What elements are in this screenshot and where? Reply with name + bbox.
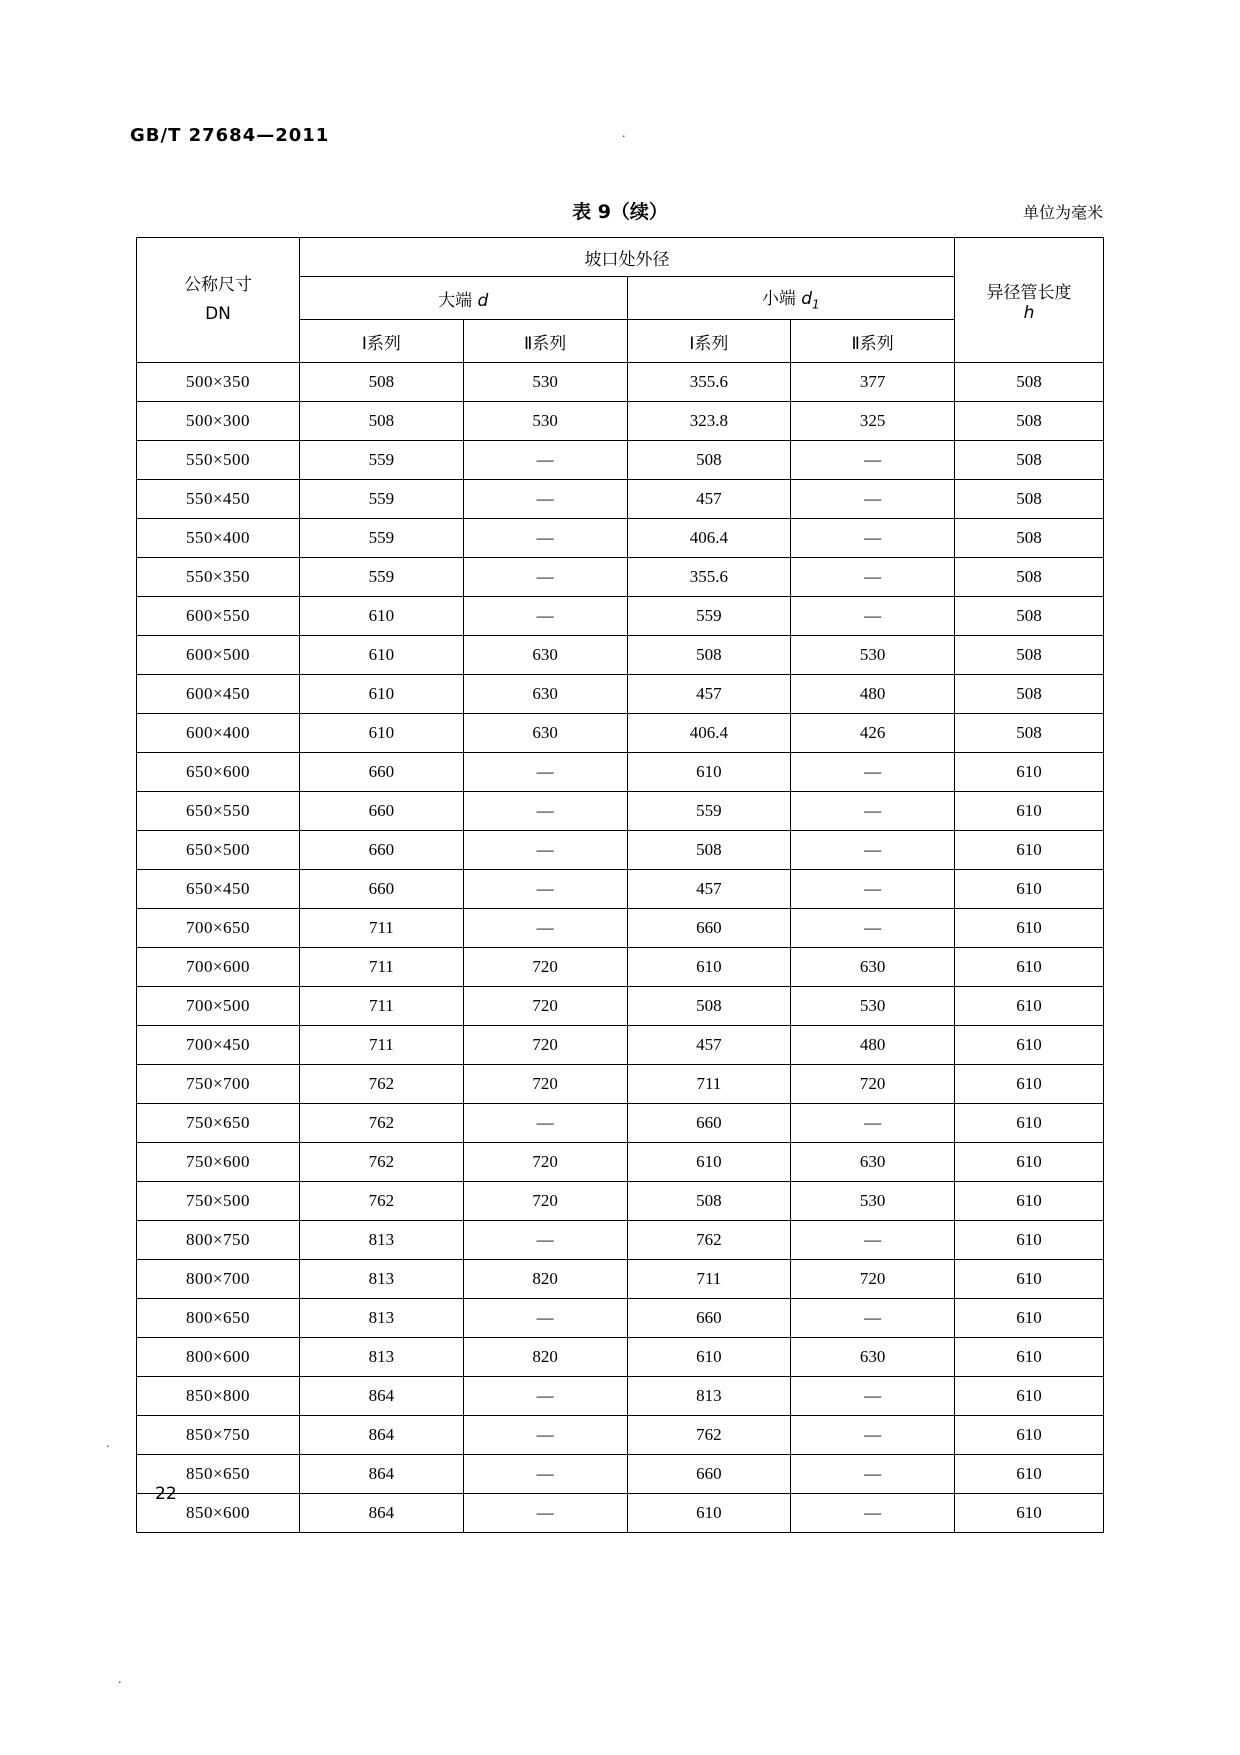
cell-nominal-size: 850×650	[137, 1455, 300, 1494]
table-row	[137, 909, 1104, 948]
cell-reducer-length: 610	[955, 1065, 1104, 1104]
cell-small-series-1: 711	[627, 1260, 791, 1299]
table-row	[137, 1065, 1104, 1104]
print-mark-bottom: .	[118, 1672, 122, 1687]
cell-reducer-length: 508	[955, 597, 1104, 636]
table-row	[137, 402, 1104, 441]
cell-reducer-length: 610	[955, 753, 1104, 792]
cell-large-series-1: 711	[300, 909, 464, 948]
cell-large-series-1: 762	[300, 1065, 464, 1104]
cell-small-series-1: 406.4	[627, 519, 791, 558]
cell-large-series-2: —	[463, 753, 627, 792]
cell-nominal-size: 650×500	[137, 831, 300, 870]
cell-nominal-size: 750×500	[137, 1182, 300, 1221]
cell-large-series-1: 813	[300, 1299, 464, 1338]
cell-large-series-1: 864	[300, 1494, 464, 1533]
cell-small-series-2: —	[791, 597, 955, 636]
cell-nominal-size: 750×650	[137, 1104, 300, 1143]
cell-large-series-1: 864	[300, 1377, 464, 1416]
header-small-end-subscript: 1	[812, 297, 820, 312]
cell-small-series-2: —	[791, 753, 955, 792]
cell-large-series-1: 711	[300, 1026, 464, 1065]
header-reducer-length	[955, 238, 1104, 363]
table-row	[137, 870, 1104, 909]
cell-large-series-1: 559	[300, 519, 464, 558]
cell-nominal-size: 550×500	[137, 441, 300, 480]
cell-large-series-1: 762	[300, 1143, 464, 1182]
table-row	[137, 1182, 1104, 1221]
cell-large-series-2: —	[463, 831, 627, 870]
cell-small-series-1: 610	[627, 1494, 791, 1533]
cell-large-series-2: 720	[463, 1026, 627, 1065]
cell-small-series-1: 610	[627, 753, 791, 792]
dimensions-table	[136, 237, 1104, 1533]
cell-large-series-1: 762	[300, 1182, 464, 1221]
cell-small-series-1: 660	[627, 909, 791, 948]
table-row	[137, 558, 1104, 597]
cell-small-series-1: 406.4	[627, 714, 791, 753]
cell-nominal-size: 550×350	[137, 558, 300, 597]
cell-small-series-1: 508	[627, 987, 791, 1026]
header-large-end-symbol: d	[477, 290, 489, 311]
cell-large-series-2: 630	[463, 675, 627, 714]
cell-small-series-2: —	[791, 909, 955, 948]
table-row	[137, 675, 1104, 714]
cell-nominal-size: 600×550	[137, 597, 300, 636]
cell-large-series-2: —	[463, 1221, 627, 1260]
cell-large-series-1: 559	[300, 480, 464, 519]
cell-small-series-2: 480	[791, 1026, 955, 1065]
table-row	[137, 597, 1104, 636]
cell-small-series-2: 530	[791, 636, 955, 675]
header-small-series-2: Ⅱ系列	[791, 320, 955, 363]
cell-nominal-size: 850×600	[137, 1494, 300, 1533]
header-large-end-label: 大端	[438, 290, 478, 311]
standard-number: GB/T 27684—2011	[130, 125, 330, 146]
cell-small-series-1: 457	[627, 675, 791, 714]
cell-reducer-length: 508	[955, 636, 1104, 675]
cell-large-series-2: —	[463, 441, 627, 480]
cell-reducer-length: 610	[955, 1143, 1104, 1182]
cell-small-series-1: 762	[627, 1221, 791, 1260]
cell-large-series-2: —	[463, 480, 627, 519]
cell-reducer-length: 508	[955, 441, 1104, 480]
table-header	[137, 238, 1104, 363]
cell-large-series-1: 864	[300, 1455, 464, 1494]
cell-small-series-1: 323.8	[627, 402, 791, 441]
header-large-end	[300, 277, 628, 320]
cell-nominal-size: 800×750	[137, 1221, 300, 1260]
cell-small-series-2: 720	[791, 1065, 955, 1104]
table-row	[137, 1299, 1104, 1338]
table-row	[137, 1455, 1104, 1494]
cell-large-series-1: 813	[300, 1221, 464, 1260]
cell-nominal-size: 700×500	[137, 987, 300, 1026]
cell-small-series-2: —	[791, 1221, 955, 1260]
cell-small-series-2: —	[791, 1104, 955, 1143]
table-row	[137, 1377, 1104, 1416]
cell-reducer-length: 508	[955, 558, 1104, 597]
cell-large-series-2: 720	[463, 987, 627, 1026]
table-row	[137, 1221, 1104, 1260]
cell-small-series-2: —	[791, 441, 955, 480]
cell-nominal-size: 700×600	[137, 948, 300, 987]
table-row	[137, 1416, 1104, 1455]
cell-small-series-2: 480	[791, 675, 955, 714]
cell-nominal-size: 800×700	[137, 1260, 300, 1299]
table-row	[137, 1494, 1104, 1533]
cell-nominal-size: 850×800	[137, 1377, 300, 1416]
cell-small-series-2: —	[791, 870, 955, 909]
cell-small-series-2: 426	[791, 714, 955, 753]
table-row	[137, 1338, 1104, 1377]
cell-large-series-1: 711	[300, 987, 464, 1026]
cell-small-series-1: 610	[627, 1143, 791, 1182]
cell-small-series-1: 457	[627, 870, 791, 909]
cell-reducer-length: 508	[955, 363, 1104, 402]
cell-large-series-2: —	[463, 519, 627, 558]
cell-reducer-length: 610	[955, 948, 1104, 987]
header-small-end-symbol: d	[801, 289, 813, 310]
table-row	[137, 1260, 1104, 1299]
cell-reducer-length: 610	[955, 1455, 1104, 1494]
table-row	[137, 480, 1104, 519]
cell-small-series-2: —	[791, 831, 955, 870]
cell-small-series-1: 559	[627, 792, 791, 831]
cell-small-series-1: 813	[627, 1377, 791, 1416]
header-reducer-length-line1: 异径管长度	[986, 282, 1072, 303]
cell-large-series-1: 610	[300, 675, 464, 714]
cell-large-series-1: 610	[300, 597, 464, 636]
cell-large-series-2: 820	[463, 1260, 627, 1299]
cell-nominal-size: 600×400	[137, 714, 300, 753]
cell-reducer-length: 508	[955, 519, 1104, 558]
print-mark-top: .	[622, 126, 626, 141]
header-small-end	[627, 277, 955, 320]
cell-small-series-2: 630	[791, 1143, 955, 1182]
cell-large-series-2: —	[463, 1299, 627, 1338]
cell-large-series-2: 720	[463, 1065, 627, 1104]
cell-large-series-1: 813	[300, 1260, 464, 1299]
cell-large-series-1: 660	[300, 831, 464, 870]
header-nominal-size	[137, 238, 300, 363]
cell-reducer-length: 610	[955, 1338, 1104, 1377]
cell-large-series-2: —	[463, 1455, 627, 1494]
cell-reducer-length: 610	[955, 909, 1104, 948]
cell-reducer-length: 610	[955, 1182, 1104, 1221]
cell-small-series-1: 660	[627, 1299, 791, 1338]
cell-small-series-2: —	[791, 1377, 955, 1416]
table-row	[137, 948, 1104, 987]
cell-small-series-2: 325	[791, 402, 955, 441]
table-row	[137, 1104, 1104, 1143]
cell-reducer-length: 610	[955, 1104, 1104, 1143]
table-row	[137, 1143, 1104, 1182]
cell-reducer-length: 508	[955, 675, 1104, 714]
cell-reducer-length: 610	[955, 831, 1104, 870]
cell-reducer-length: 610	[955, 792, 1104, 831]
table-row	[137, 636, 1104, 675]
cell-large-series-1: 711	[300, 948, 464, 987]
unit-note: 单位为毫米	[1022, 203, 1103, 222]
cell-nominal-size: 550×450	[137, 480, 300, 519]
cell-small-series-1: 355.6	[627, 363, 791, 402]
header-nominal-size-line1: 公称尺寸	[184, 275, 252, 296]
cell-nominal-size: 800×650	[137, 1299, 300, 1338]
cell-nominal-size: 500×350	[137, 363, 300, 402]
cell-large-series-2: 530	[463, 402, 627, 441]
cell-large-series-1: 559	[300, 558, 464, 597]
cell-large-series-2: —	[463, 909, 627, 948]
cell-nominal-size: 750×600	[137, 1143, 300, 1182]
cell-large-series-2: —	[463, 597, 627, 636]
cell-small-series-1: 508	[627, 1182, 791, 1221]
cell-reducer-length: 610	[955, 1377, 1104, 1416]
cell-large-series-1: 508	[300, 402, 464, 441]
cell-reducer-length: 610	[955, 1221, 1104, 1260]
cell-small-series-2: —	[791, 1416, 955, 1455]
cell-nominal-size: 800×600	[137, 1338, 300, 1377]
cell-large-series-1: 559	[300, 441, 464, 480]
cell-small-series-2: 377	[791, 363, 955, 402]
cell-small-series-2: 630	[791, 1338, 955, 1377]
print-mark-left: .	[106, 1436, 110, 1451]
table-row	[137, 792, 1104, 831]
cell-large-series-2: —	[463, 558, 627, 597]
table-row	[137, 987, 1104, 1026]
table-row	[137, 363, 1104, 402]
cell-large-series-2: 720	[463, 1182, 627, 1221]
cell-nominal-size: 500×300	[137, 402, 300, 441]
cell-large-series-1: 660	[300, 753, 464, 792]
header-small-series-1: Ⅰ系列	[627, 320, 791, 363]
table-title: 表 9（续）	[572, 201, 668, 223]
cell-nominal-size: 650×450	[137, 870, 300, 909]
table-body	[137, 363, 1104, 1533]
cell-small-series-1: 559	[627, 597, 791, 636]
cell-large-series-1: 864	[300, 1416, 464, 1455]
cell-nominal-size: 600×500	[137, 636, 300, 675]
cell-nominal-size: 650×550	[137, 792, 300, 831]
cell-small-series-1: 610	[627, 948, 791, 987]
cell-small-series-2: —	[791, 558, 955, 597]
cell-reducer-length: 508	[955, 402, 1104, 441]
cell-small-series-2: —	[791, 519, 955, 558]
cell-small-series-2: —	[791, 480, 955, 519]
cell-large-series-1: 610	[300, 636, 464, 675]
cell-reducer-length: 610	[955, 987, 1104, 1026]
cell-small-series-1: 508	[627, 831, 791, 870]
cell-large-series-2: —	[463, 1377, 627, 1416]
header-large-series-1: Ⅰ系列	[300, 320, 464, 363]
cell-nominal-size: 700×450	[137, 1026, 300, 1065]
cell-large-series-2: —	[463, 792, 627, 831]
cell-reducer-length: 508	[955, 480, 1104, 519]
cell-nominal-size: 550×400	[137, 519, 300, 558]
cell-small-series-1: 610	[627, 1338, 791, 1377]
cell-small-series-2: —	[791, 1299, 955, 1338]
cell-small-series-2: 530	[791, 1182, 955, 1221]
cell-nominal-size: 600×450	[137, 675, 300, 714]
cell-large-series-1: 762	[300, 1104, 464, 1143]
cell-small-series-1: 660	[627, 1455, 791, 1494]
cell-reducer-length: 508	[955, 714, 1104, 753]
header-large-series-2: Ⅱ系列	[463, 320, 627, 363]
cell-large-series-2: 720	[463, 1143, 627, 1182]
table-row	[137, 441, 1104, 480]
cell-large-series-2: 820	[463, 1338, 627, 1377]
cell-nominal-size: 700×650	[137, 909, 300, 948]
cell-small-series-1: 508	[627, 441, 791, 480]
cell-large-series-2: —	[463, 1416, 627, 1455]
cell-large-series-2: 720	[463, 948, 627, 987]
table-row	[137, 753, 1104, 792]
cell-reducer-length: 610	[955, 1299, 1104, 1338]
cell-reducer-length: 610	[955, 870, 1104, 909]
cell-small-series-1: 762	[627, 1416, 791, 1455]
cell-large-series-2: 530	[463, 363, 627, 402]
cell-reducer-length: 610	[955, 1026, 1104, 1065]
cell-nominal-size: 850×750	[137, 1416, 300, 1455]
cell-large-series-1: 813	[300, 1338, 464, 1377]
cell-reducer-length: 610	[955, 1416, 1104, 1455]
cell-large-series-1: 508	[300, 363, 464, 402]
cell-large-series-1: 660	[300, 792, 464, 831]
table-row	[137, 831, 1104, 870]
cell-large-series-2: —	[463, 1104, 627, 1143]
cell-large-series-2: 630	[463, 636, 627, 675]
cell-small-series-1: 457	[627, 480, 791, 519]
cell-reducer-length: 610	[955, 1494, 1104, 1533]
cell-small-series-1: 457	[627, 1026, 791, 1065]
table-row	[137, 714, 1104, 753]
cell-small-series-2: —	[791, 1455, 955, 1494]
cell-nominal-size: 650×600	[137, 753, 300, 792]
header-outer-diameter-group: 坡口处外径	[300, 238, 955, 277]
cell-large-series-2: —	[463, 870, 627, 909]
cell-small-series-1: 660	[627, 1104, 791, 1143]
cell-large-series-1: 660	[300, 870, 464, 909]
page-number: 22	[155, 1484, 177, 1504]
header-reducer-length-line2: h	[1023, 302, 1035, 323]
cell-small-series-2: —	[791, 792, 955, 831]
cell-small-series-2: —	[791, 1494, 955, 1533]
cell-large-series-2: —	[463, 1494, 627, 1533]
header-small-end-label: 小端	[761, 289, 802, 310]
cell-reducer-length: 610	[955, 1260, 1104, 1299]
cell-small-series-2: 630	[791, 948, 955, 987]
cell-nominal-size: 750×700	[137, 1065, 300, 1104]
cell-small-series-1: 355.6	[627, 558, 791, 597]
table-row	[137, 519, 1104, 558]
cell-small-series-1: 711	[627, 1065, 791, 1104]
cell-large-series-1: 610	[300, 714, 464, 753]
cell-small-series-2: 720	[791, 1260, 955, 1299]
cell-large-series-2: 630	[463, 714, 627, 753]
cell-small-series-1: 508	[627, 636, 791, 675]
table-row	[137, 1026, 1104, 1065]
header-nominal-size-line2: DN	[205, 304, 231, 324]
cell-small-series-2: 530	[791, 987, 955, 1026]
